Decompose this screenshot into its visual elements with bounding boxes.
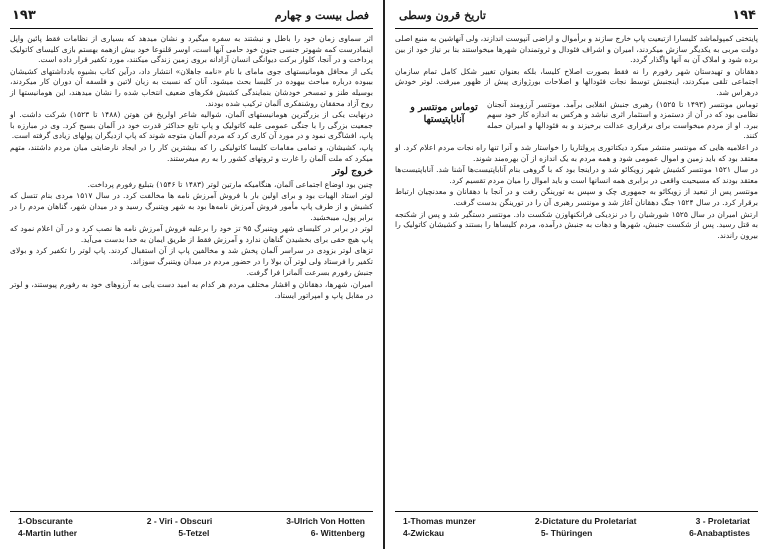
- footnote: 2-Dictature du Proletariat: [534, 516, 637, 526]
- paragraph: یکی از محافل هومانیستهای جوی مامای با نام «نامه جاهلان» انتشار داد، درآین کتاب بشیوه یادداشتهای کشیشان بیبوده درباره مباحث بیهوده در کلیسا بحث میشود. آنان که نسبت به زبان لاتین و فلسفه آن دوران کار میکردند، بوسیله طنز و تمسخر خودشان بنمایندگی کشیش فکرهای ضعیف انتخاب شده را نشان میدهند، این هومانیستها از روح آزاد محققان روشنفکری آلمان ترکیب شده بودند.: [10, 66, 373, 108]
- footnote: 6- Wittenberg: [310, 528, 365, 538]
- footnote: 1-Thomas munzer: [403, 516, 476, 526]
- right-page-body: [395, 34, 758, 242]
- paragraph: لوتر استاد الهیات بود و برای اولین بار با فروش آمرزش نامه ها مخالفت کرد. در سال ۱۵۱۷ مردی بنام تتسل که کشیش و از طرف پاپ مأمور فروش آمرزش نامه‌ها بود به شهر ویتنبرگ رسید و در میدان شهر، گناهان مردم را در برابر پول، میبخشید.: [10, 191, 373, 222]
- footnote-row: [10, 527, 373, 539]
- footnote: 3-Ulrich Von Hotten: [286, 516, 365, 526]
- paragraph: اثر سماوی زمان خود را باطل و نیشتند به سفره میگیرد و نشان میدهد که بسیاری از نظامات فقط پائین واپل اینمادرست کمه شهوتر جنسی جنون خود حامی آنها است، اوسر قلنوعا خود بیش ازهمه بهستم بازی کلیسای کاتولیک پرداخت و در آنجا، کلوار برکت دیوانگی انسان آزادانه بروی زمین زندگی میکنند، مورد تکفیر قرار داده است.: [10, 34, 373, 65]
- paragraph: توماس مونتسر (۱۴۹۳ تا ۱۵۲۵) رهبری جنبش انقلابی برآمد. مونتسر آرزومند آنجنان نظامی بود که در آن از دستمزد و استثمار اثری نباشد و هرکس به اندازه کار خود سهم ببرد. او از مردم میخواست برای برقراری عدالت برخیزند و به فئودالها و امیران حمله کنند.: [487, 99, 758, 141]
- side-heading-muntzer: توماس مونتسر و آناباپتیستها: [410, 101, 478, 125]
- paragraph: مونتسر پس از تبعید از زویکائو به جمهوری چک و سپس به تورینگن رفت و در آنجا با دهقانان و معدنچیان ارتباط برقرار کرد. در سال ۱۵۲۴ جنگ دهقانان آغاز شد و مونتسر رهبری آن را در تورینگن بدست گرفت.: [395, 187, 758, 207]
- paragraph: درنهایت یکی از بزرگترین هومانیستهای آلمان، شوالیه شاعر اولریخ فن هوتن (۱۴۸۸ تا ۱۵۲۳) شرکت داشت. او جمعیت بزرگی را با جنگی عمومی علیه کاتولیک و پاپ تابع حداکثر قدرت خود در آلمان بسیج کرد. وی در مبارزه با پاپ، افشاگری نمود و در مورد آن کاری کرد که مردم آلمان متوجه شوند که پاپ ازدیگران پولهای زیادی گرفته است.: [10, 110, 373, 141]
- footnote: 5- Thüringen: [540, 528, 593, 538]
- footnote: 4-Martin luther: [18, 528, 78, 538]
- paragraph: در سال ۱۵۲۱ مونتسر کشیش شهر زویکائو شد و دراینجا بود که با گروهی بنام آناباپتیست‌ها آشنا شد. آناباپتیست‌ها معتقد بودند که مسیحیت واقعی در برابری همه انسانها است و باید اموال را میان مردم تقسیم کرد.: [395, 165, 759, 185]
- right-footnotes: [395, 511, 758, 539]
- left-footnotes: [10, 511, 373, 539]
- paragraph: امیران، شهرها، دهقانان و اقشار مختلف مردم هر کدام به امید دست یابی به آرزوهای خود به رفورم پیوستند، و لوتر در مقابل پاپ و امپراتور ایستاد.: [10, 280, 373, 300]
- paragraph: لوتر در برابر در کلیسای شهر ویتنبرگ ۹۵ تز خود را برعلیه فروش آمرزش نامه ها نصب کرد و در آن اعلام نمود که پاپ هیچ حقی برای بخشیدن گناهان ندارد و آمرزش فقط از طریق ایمان به خدا بدست می‌آید.: [10, 224, 373, 244]
- paragraph: ارتش امیران در سال ۱۵۲۵ شورشیان را در نزدیکی فرانکنهاوزن شکست داد. مونتسر دستگیر شد و پس از شکنجه به قتل رسید. پس از شکست جنبش، شهرها و دهات به جنبش درآمده، مردم کلیساها را بستند و کشیشان کاتولیک را بیرون راندند.: [395, 209, 758, 240]
- page-gutter: [383, 0, 385, 549]
- section-heading-luther: خروج لوتر: [332, 166, 373, 178]
- left-page-number: ۱۹۳: [12, 8, 36, 23]
- right-page-number: ۱۹۴: [732, 8, 756, 23]
- paragraph: چنین بود اوضاع اجتماعی آلمان، هنگامیکه مارتین لوتر (۱۴۸۳ تا ۱۵۴۶) بتبلیغ رفورم پرداخت.: [87, 179, 373, 189]
- left-page-body: [10, 34, 373, 302]
- paragraph: تزهای لوتر بزودی در سراسر آلمان پخش شد و مخالفین پاپ از آن استقبال کردند. پاپ لوتر را تکفیر کرد و بولای تکفیر را فرستاد ولی لوتر آن بولا را در حضور مردم در میدان ویتنبرگ سوزاند.: [10, 246, 373, 266]
- paragraph: در اعلامیه هایی که مونتسر منتشر میکرد دیکتاتوری پرولتاریا را خواستار شد و آنرا تنها راه نجات مردم اعلام کرد. او معتقد بود که باید زمین و اموال عمومی شود و همه مردم به یک اندازه از آن بهره‌مند شوند.: [395, 142, 758, 163]
- footnote: 6-Anabaptistes: [689, 528, 750, 538]
- left-page: [10, 0, 373, 549]
- left-page-header: [10, 6, 373, 29]
- left-running-title: فصل بیست و چهارم: [274, 9, 369, 22]
- paragraph: جنبش رفورم بسرعت آلمانرا فرا گرفت.: [246, 268, 373, 278]
- footnote: 4-Zwickau: [403, 528, 445, 538]
- footnote: 3 - Proletariat: [695, 516, 750, 526]
- right-running-title: تاریخ قرون وسطی: [399, 9, 486, 22]
- footnote: 5-Tetzel: [178, 528, 210, 538]
- footnote: 2 - Viri - Obscuri: [146, 516, 213, 526]
- paragraph: پاپ، کشیشان، و تمامی مقامات کلیسا کاتولیکی را که بیشترین کار را در ایجاد نارضایتی میان مردم داشتند، متهم میکرد که ملت آلمان را غارت و ثروتهای کشور را به رم میفرستند.: [10, 142, 373, 163]
- footnote-row: [395, 515, 758, 527]
- footnote-row: [395, 527, 758, 539]
- footnote-row: [10, 515, 373, 527]
- right-page-header: [395, 6, 758, 29]
- paragraph: پایتختی کمپولماشد کلیسارا ازتبعیت پاپ خارج سازند و برأموال و اراضی آنپوست اندازند، ولی آنهاشین به منبع اصلی دولت مربی به یکدیگر سازش میکردند، امیران و اشراف فئودال و ثروتمندان شهرها میخواستند بنا بر نیاز خود از بین برده شود و املاک آن به آنها واگذار گردد.: [395, 34, 758, 65]
- right-page: [395, 0, 758, 549]
- footnote: 1-Obscurante: [18, 516, 73, 526]
- paragraph: دهقانان و تهیدستان شهر رفورم را نه فقط بصورت اصلاح کلیسا، بلکه بعنوان تغییر شکل کامل تمام سازمان اجتماعی تلقی میکردند، اینجنبش توسط نجات فئودالها و اصلاحات بورژوازی پیش از ظهور میرفت. لوتر خودش درهراس شد.: [395, 66, 758, 97]
